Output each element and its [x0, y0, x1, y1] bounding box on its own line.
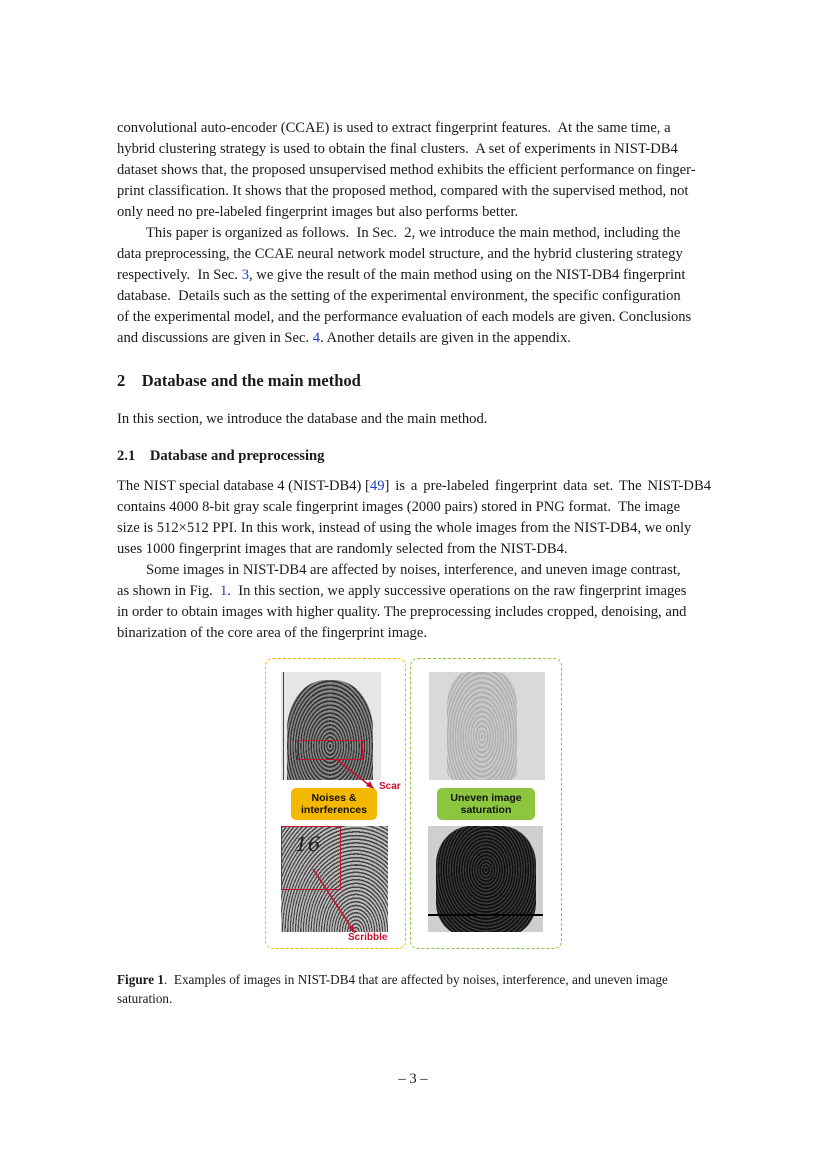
text-line: hybrid clustering strategy is used to obtain the final clusters. A set of experiments in NIST-DB4: [117, 141, 678, 157]
text-line: as shown in Fig.: [117, 583, 220, 599]
text-line: size is 512×512 PPI. In this work, instead of using the whole images from the NIST-DB4, we only: [117, 520, 692, 536]
page-number: – 3 –: [398, 1071, 428, 1087]
text-line: respectively. In Sec.: [117, 267, 242, 283]
text-line: contains 4000 8-bit gray scale fingerprint images (2000 pairs) stored in PNG format. The image: [117, 499, 681, 515]
text-line: uses 1000 fingerprint images that are randomly selected from the NIST-DB4.: [117, 541, 568, 557]
text-line: convolutional auto-encoder (CCAE) is used to extract fingerprint features. At the same time, a: [117, 120, 671, 136]
label-text: Uneven image saturation: [450, 792, 522, 816]
scribble-label: Scribble: [348, 932, 388, 943]
noise-interference-label: [291, 788, 377, 820]
text-line: dataset shows that, the proposed unsupervised method exhibits the efficient performance on finger-: [117, 162, 696, 178]
text-line: , we give the result of the main method using on the NIST-DB4 fingerprint: [248, 267, 686, 283]
text-line: of the experimental model, and the performance evaluation of each models are given. Conclusions: [117, 309, 692, 325]
text-line: . Another details are given in the appendix.: [320, 330, 571, 346]
section-heading-2-1: 2.1 Database and preprocessing: [117, 448, 325, 464]
text-line: ] is a pre-labeled fingerprint data set. The NIST-DB4: [384, 478, 711, 494]
text-line: binarization of the core area of the fingerprint image.: [117, 625, 427, 641]
uneven-saturation-label: [437, 788, 535, 820]
text-line: Some images in NIST-DB4 are affected by noises, interference, and uneven image contrast,: [146, 562, 681, 578]
fingerprint-image-dark: [428, 826, 543, 932]
caption-text: . Examples of images in NIST-DB4 that are affected by noises, interference, and uneven image: [164, 972, 668, 987]
text-line: This paper is organized as follows. In Sec. 2, we introduce the main method, including the: [146, 225, 681, 241]
text-line: print classification. It shows that the proposed method, compared with the supervised method, not: [117, 183, 689, 199]
database-paragraph-2: [117, 560, 711, 644]
fingerprint-image-scribble: 16: [281, 826, 388, 932]
text-line: only need no pre-labeled fingerprint images but also performs better.: [117, 204, 519, 220]
text-line: and discussions are given in Sec.: [117, 330, 313, 346]
section-heading-2: 2 Database and the main method: [117, 371, 361, 390]
scribble-arrow-icon: [305, 865, 365, 940]
text-line: The NIST special database 4 (NIST-DB4) [: [117, 478, 370, 494]
text-line: data preprocessing, the CCAE neural network model structure, and the hybrid clustering strategy: [117, 246, 683, 262]
intro-paragraph-1: [117, 118, 711, 223]
text-line: in order to obtain images with higher quality. The preprocessing includes cropped, denoising, and: [117, 604, 687, 620]
figure-1-caption: [117, 970, 711, 1008]
figure-1-link[interactable]: 1: [219, 583, 228, 599]
caption-text: saturation.: [117, 991, 173, 1006]
intro-paragraph-2: [117, 223, 711, 349]
section-2-intro: [117, 409, 711, 430]
reference-49-link[interactable]: 49: [369, 478, 385, 494]
text-line: In this section, we introduce the database and the main method.: [117, 411, 488, 427]
fingerprint-image-faint: [429, 672, 545, 780]
section-4-link[interactable]: 4: [312, 330, 321, 346]
text-line: database. Details such as the setting of the experimental environment, the specific configuration: [117, 288, 681, 304]
database-paragraph-1: [117, 476, 711, 560]
text-line: . In this section, we apply successive operations on the raw fingerprint images: [227, 583, 687, 599]
label-text: Noises & interferences: [301, 792, 367, 816]
section-3-link[interactable]: 3: [241, 267, 249, 283]
scar-label: Scar: [379, 781, 401, 792]
caption-label: Figure 1: [117, 972, 165, 987]
